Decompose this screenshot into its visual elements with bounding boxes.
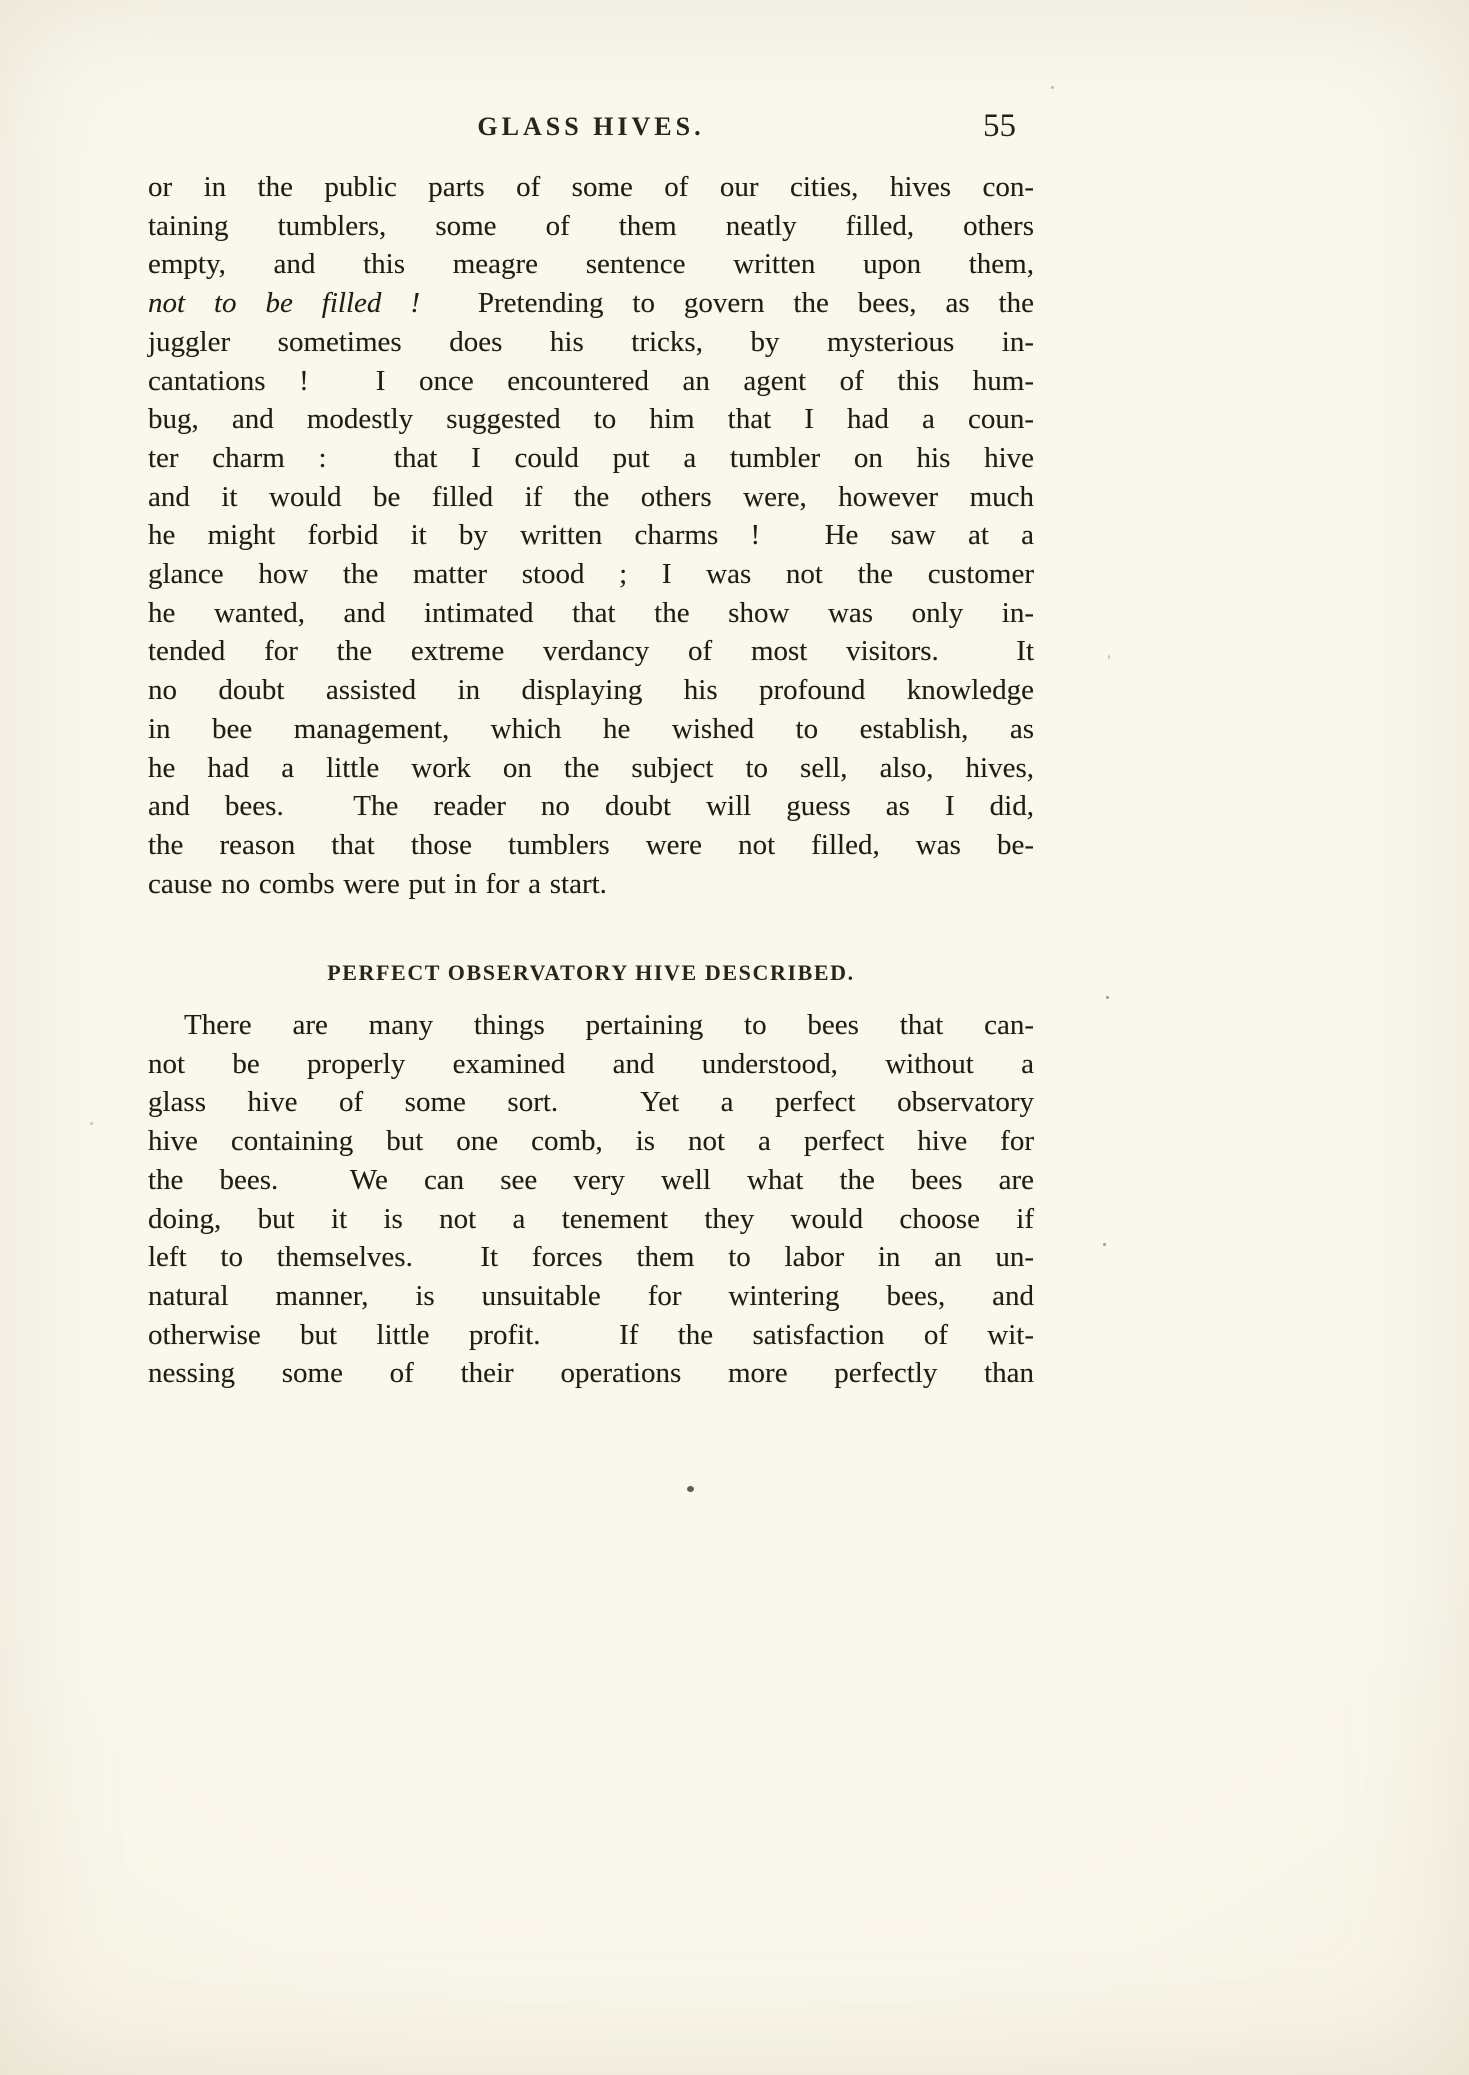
text-line (148, 245, 1034, 284)
ink-speck (1108, 655, 1110, 659)
text-line (148, 632, 1034, 671)
text-segment: or in the public parts of some of our cities, hives con- (148, 171, 1034, 203)
text-segment: natural manner, is unsuitable for wintering bees, and (148, 1279, 1034, 1312)
text-line (148, 284, 1034, 323)
text-segment: and bees. The reader no doubt will guess as I did, (148, 790, 1034, 823)
text-line (148, 865, 1034, 904)
text-segment: glass hive of some sort. Yet a perfect observatory (148, 1086, 1034, 1119)
text-segment: There are many things pertaining to bees that can- (184, 1009, 1034, 1041)
text-line (148, 1200, 1034, 1239)
text-segment: glance how the matter stood ; I was not the customer (148, 558, 1034, 591)
paragraph-2 (148, 1006, 1034, 1393)
text-segment: no doubt assisted in displaying his profound knowledge (148, 674, 1034, 707)
text-segment: cause no combs were put in for a start. (148, 867, 607, 900)
text-line (148, 671, 1034, 710)
ink-speck (687, 1486, 694, 1492)
text-line (148, 555, 1034, 594)
ink-speck (1103, 1243, 1106, 1246)
text-line (148, 439, 1034, 478)
text-segment: nessing some of their operations more perfectly than (148, 1357, 1034, 1390)
text-segment: he might forbid it by written charms ! He saw at a (148, 519, 1034, 552)
text-segment: hive containing but one comb, is not a perfect hive for (148, 1125, 1034, 1158)
page-header (148, 108, 1034, 156)
text-line (148, 478, 1034, 517)
text-segment: the reason that those tumblers were not filled, was be- (148, 828, 1034, 861)
text-line (148, 168, 1034, 207)
text-line (148, 1006, 1034, 1045)
text-line (148, 323, 1034, 362)
text-segment: tended for the extreme verdancy of most visitors. It (148, 635, 1034, 668)
text-line (148, 1122, 1034, 1161)
text-segment: juggler sometimes does his tricks, by mysterious in- (148, 325, 1034, 358)
text-segment: he had a little work on the subject to sell, also, hives, (148, 751, 1034, 784)
text-segment: in bee management, which he wished to establish, as (148, 712, 1034, 745)
text-segment: Pretending to govern the bees, as the (419, 287, 1034, 320)
text-line (148, 749, 1034, 788)
section-heading: PERFECT OBSERVATORY HIVE DESCRIBED. (327, 960, 855, 985)
italic-text-segment: not to be filled ! (148, 287, 420, 320)
ink-speck (1106, 996, 1109, 999)
text-line (148, 787, 1034, 826)
text-line (148, 207, 1034, 246)
text-line (148, 826, 1034, 865)
text-segment: taining tumblers, some of them neatly filled, others (148, 209, 1034, 242)
text-line (148, 1161, 1034, 1200)
text-line (148, 1316, 1034, 1355)
text-line (148, 1238, 1034, 1277)
text-segment: he wanted, and intimated that the show was only in- (148, 596, 1034, 629)
text-segment: ter charm : that I could put a tumbler on his hive (148, 441, 1034, 474)
text-line (148, 1083, 1034, 1122)
text-line (148, 710, 1034, 749)
text-segment: bug, and modestly suggested to him that I had a coun- (148, 403, 1034, 436)
text-segment: cantations ! I once encountered an agent of this hum- (148, 364, 1034, 397)
text-line (148, 400, 1034, 439)
text-line (148, 1277, 1034, 1316)
text-segment: otherwise but little profit. If the satisfaction of wit- (148, 1318, 1034, 1351)
text-line (148, 516, 1034, 555)
text-segment: doing, but it is not a tenement they would choose if (148, 1202, 1034, 1235)
text-line (148, 1045, 1034, 1084)
paragraph-1 (148, 168, 1034, 903)
text-segment: not be properly examined and understood, without a (148, 1047, 1034, 1080)
text-segment: left to themselves. It forces them to labor in an un- (148, 1241, 1034, 1274)
page-number: 55 (983, 108, 1016, 144)
running-title: GLASS HIVES. (477, 112, 705, 141)
text-line (148, 594, 1034, 633)
text-segment: and it would be filled if the others were, however much (148, 480, 1034, 513)
text-segment: the bees. We can see very well what the bees are (148, 1163, 1034, 1196)
text-line (148, 362, 1034, 401)
text-segment: empty, and this meagre sentence written upon them, (148, 248, 1034, 281)
ink-speck (90, 1122, 93, 1125)
ink-speck (1051, 86, 1054, 89)
text-line (148, 1354, 1034, 1393)
